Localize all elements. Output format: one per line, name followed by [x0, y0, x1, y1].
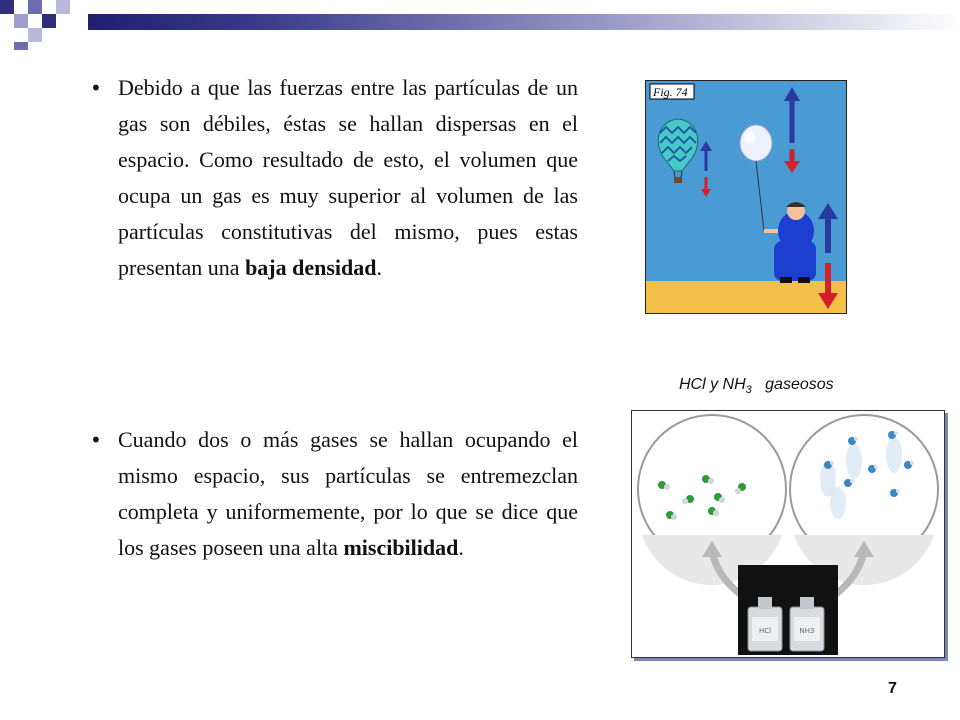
- deco-square: [0, 0, 14, 14]
- bullet-2-text: [118, 422, 578, 566]
- sand: [646, 281, 846, 313]
- bullet-1-text: [118, 70, 578, 286]
- bullet-2-text-a: Cuando dos o más gases se hallan ocupando el mismo espacio, sus partículas se entremezclan completa y uniformemente, por lo que se dice que los gases poseen una alta: [118, 427, 578, 560]
- figure-balloons: [645, 80, 847, 314]
- deco-square: [14, 42, 28, 50]
- deco-square: [14, 14, 28, 28]
- bottle-right-label: NH3: [799, 627, 815, 635]
- bullet-dot: •: [90, 76, 102, 100]
- figure-caption: [679, 376, 834, 396]
- page-number: 7: [888, 680, 897, 697]
- figure-gases: [631, 410, 945, 658]
- deco-square: [28, 0, 42, 14]
- caption-suffix: gaseosos: [765, 376, 834, 393]
- deco-square: [56, 0, 70, 14]
- deco-square: [42, 14, 56, 28]
- header-gradient-bar: [88, 14, 960, 30]
- bottles-photo: [738, 565, 838, 655]
- caption-prefix: HCl y NH: [679, 376, 746, 393]
- caption-subscript: 3: [745, 384, 752, 397]
- bullet-1-bold: baja densidad: [245, 255, 377, 280]
- bullet-2-text-b: .: [458, 535, 464, 560]
- deco-square: [28, 28, 42, 42]
- fig-label: Fig. 74: [653, 85, 688, 99]
- bullet-1: [90, 70, 590, 360]
- top-decoration: [0, 0, 960, 50]
- bullet-1-text-b: .: [376, 255, 383, 280]
- bullet-2: [90, 422, 590, 642]
- bullet-2-bold: miscibilidad: [343, 535, 459, 560]
- bullet-dot: •: [90, 428, 102, 452]
- bottle-left-label: HCl: [758, 627, 772, 635]
- bullet-1-text-a: Debido a que las fuerzas entre las partículas de un gas son débiles, éstas se hallan dispersas en el espacio. Como resultado de esto, el volumen que ocupa un gas es muy superior al volumen de las partículas constitutivas del mismo, pues estas presentan una: [118, 75, 578, 280]
